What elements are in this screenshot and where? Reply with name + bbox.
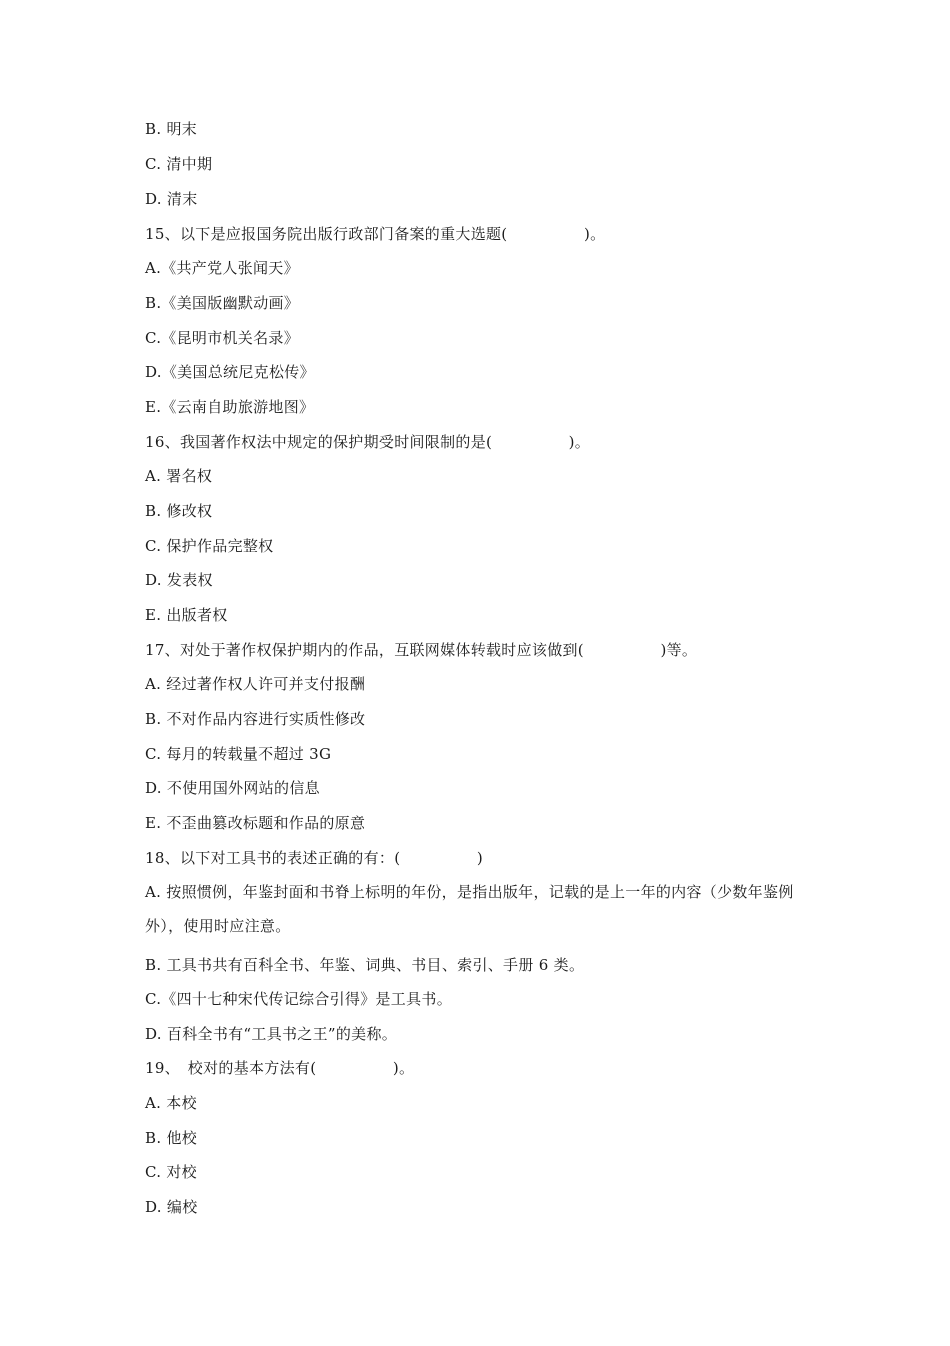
q17-option-c: C. 每月的转载量不超过 3G — [145, 745, 332, 763]
q18-option-b: B. 工具书共有百科全书、年鉴、词典、书目、索引、手册 6 类。 — [145, 956, 585, 974]
q15-option-e: E.《云南自助旅游地图》 — [145, 398, 315, 416]
q18-stem: 18、以下对工具书的表述正确的有：( ) — [145, 849, 483, 867]
q17-option-d: D. 不使用国外网站的信息 — [145, 779, 320, 797]
q15-stem: 15、以下是应报国务院出版行政部门备案的重大选题( )。 — [145, 225, 606, 243]
q18-option-d: D. 百科全书有“工具书之王”的美称。 — [145, 1025, 398, 1043]
q19-option-c: C. 对校 — [145, 1163, 197, 1181]
q15-option-d: D.《美国总统尼克松传》 — [145, 363, 315, 381]
q15-option-c: C.《昆明市机关名录》 — [145, 329, 300, 347]
q17-stem: 17、对处于著作权保护期内的作品，互联网媒体转载时应该做到( )等。 — [145, 641, 698, 659]
q15-option-a: A.《共产党人张闻天》 — [145, 259, 299, 277]
q19-stem: 19、 校对的基本方法有( )。 — [145, 1059, 415, 1077]
q17-option-e: E. 不歪曲篡改标题和作品的原意 — [145, 814, 366, 832]
q19-option-a: A. 本校 — [145, 1094, 197, 1112]
q18-option-c: C.《四十七种宋代传记综合引得》是工具书。 — [145, 990, 453, 1008]
q14-option-d: D. 清末 — [145, 190, 198, 208]
q16-stem: 16、我国著作权法中规定的保护期受时间限制的是( )。 — [145, 433, 591, 451]
q16-option-c: C. 保护作品完整权 — [145, 537, 274, 555]
q14-option-b: B. 明末 — [145, 120, 198, 138]
q17-option-a: A. 经过著作权人许可并支付报酬 — [145, 675, 366, 693]
q19-option-d: D. 编校 — [145, 1198, 198, 1216]
q16-option-b: B. 修改权 — [145, 502, 213, 520]
q18-option-a: A. 按照惯例，年鉴封面和书脊上标明的年份，是指出版年，记载的是上一年的内容（少数年鉴例外），使用时应注意。 — [145, 883, 794, 935]
q17-option-b: B. 不对作品内容进行实质性修改 — [145, 710, 366, 728]
q16-option-e: E. 出版者权 — [145, 606, 228, 624]
q19-option-b: B. 他校 — [145, 1129, 198, 1147]
q16-option-d: D. 发表权 — [145, 571, 213, 589]
q14-option-c: C. 清中期 — [145, 155, 213, 173]
q15-option-b: B.《美国版幽默动画》 — [145, 294, 300, 312]
q16-option-a: A. 署名权 — [145, 467, 213, 485]
